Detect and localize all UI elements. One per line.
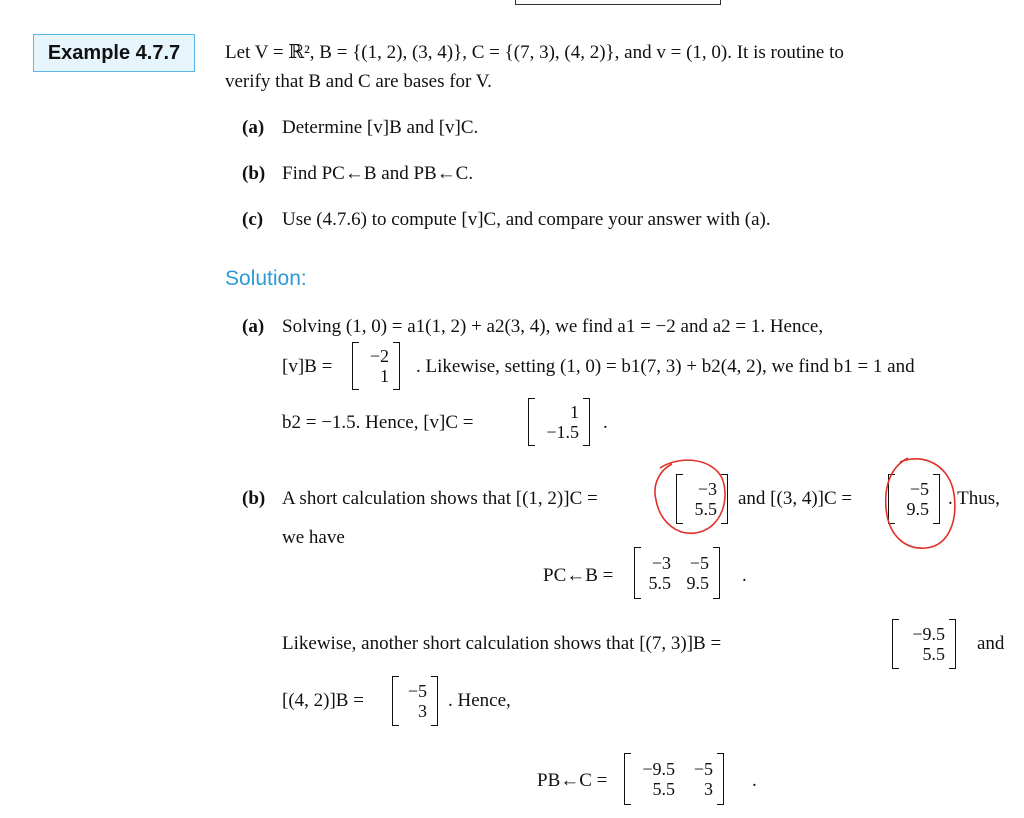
matrix-entry: −5 xyxy=(909,479,929,499)
matrix-entry: 9.5 xyxy=(686,573,709,593)
sol-a-label: (a) xyxy=(242,316,265,337)
sol-a-line1: Solving (1, 0) = a1(1, 2) + a2(3, 4), we find a1 = −2 and a2 = 1. Hence, xyxy=(282,316,824,337)
matrix-entry: −1.5 xyxy=(546,422,579,442)
matrix-P-CB xyxy=(634,547,720,599)
matrix-73-B xyxy=(892,619,956,669)
intro-line-1: Let V = ℝ², B = {(1, 2), (3, 4)}, C = {(7, 3), (4, 2)}, and v = (1, 0). It is routine to xyxy=(225,42,844,63)
part-c-text: Use (4.7.6) to compute [v]C, and compare your answer with (a). xyxy=(282,209,771,230)
example-label-box: Example 4.7.7 xyxy=(33,34,195,72)
P-BC-label: PB←C = xyxy=(537,770,608,791)
matrix-entry: 1 xyxy=(570,402,579,422)
part-c-label: (c) xyxy=(242,209,264,230)
matrix-entry: 5.5 xyxy=(652,779,675,799)
matrix-entry: 9.5 xyxy=(906,499,929,519)
matrix-entry: −5 xyxy=(693,759,713,779)
l-v2-label: [(4, 2)]B = xyxy=(282,690,364,711)
matrix-34-C xyxy=(888,474,940,524)
top-frame-edge xyxy=(515,0,721,5)
sol-b-line1: A short calculation shows that [(1, 2)]C = xyxy=(282,488,598,509)
sol-b-wehave: we have xyxy=(282,527,345,548)
matrix-entry: −9.5 xyxy=(642,759,675,779)
matrix-entry: −5 xyxy=(689,553,709,573)
matrix-entry: 5.5 xyxy=(922,644,945,664)
matrix-entry: 3 xyxy=(704,779,713,799)
solution-heading: Solution: xyxy=(225,267,307,290)
matrix-entry: −3 xyxy=(651,553,671,573)
matrix-12-C xyxy=(676,474,728,524)
matrix-vC xyxy=(528,398,590,446)
intro-line-2: verify that B and C are bases for V. xyxy=(225,71,492,92)
period: . xyxy=(752,770,757,791)
and-word: and xyxy=(977,633,1005,654)
sol-b-mid: and [(3, 4)]C = xyxy=(738,488,853,509)
sol-a-vB-label: [v]B = xyxy=(282,356,333,377)
matrix-entry: 1 xyxy=(380,366,389,386)
matrix-entry: −2 xyxy=(369,346,389,366)
matrix-entry: 3 xyxy=(418,701,427,721)
part-b-text: Find PC←B and PB←C. xyxy=(282,163,474,184)
sol-b-thus: . Thus, xyxy=(948,488,1000,509)
period: . xyxy=(742,565,747,586)
period: . xyxy=(603,412,608,433)
matrix-entry: 5.5 xyxy=(694,499,717,519)
sol-a-line3: b2 = −1.5. Hence, [v]C = xyxy=(282,412,474,433)
matrix-entry: −9.5 xyxy=(912,624,945,644)
part-a-label: (a) xyxy=(242,117,265,138)
matrix-entry: 5.5 xyxy=(648,573,671,593)
sol-b-label: (b) xyxy=(242,488,266,509)
P-CB-label: PC←B = xyxy=(543,565,614,586)
part-b-label: (b) xyxy=(242,163,266,184)
matrix-42-B xyxy=(392,676,438,726)
part-a-text: Determine [v]B and [v]C. xyxy=(282,117,479,138)
likewise-line: Likewise, another short calculation shows that [(7, 3)]B = xyxy=(282,633,722,654)
matrix-entry: −3 xyxy=(697,479,717,499)
hence-word: . Hence, xyxy=(448,690,511,711)
matrix-entry: −5 xyxy=(407,681,427,701)
sol-a-line2: . Likewise, setting (1, 0) = b1(7, 3) + b2(4, 2), we find b1 = 1 and xyxy=(416,356,915,377)
matrix-P-BC xyxy=(624,753,724,805)
matrix-vB xyxy=(352,342,400,390)
